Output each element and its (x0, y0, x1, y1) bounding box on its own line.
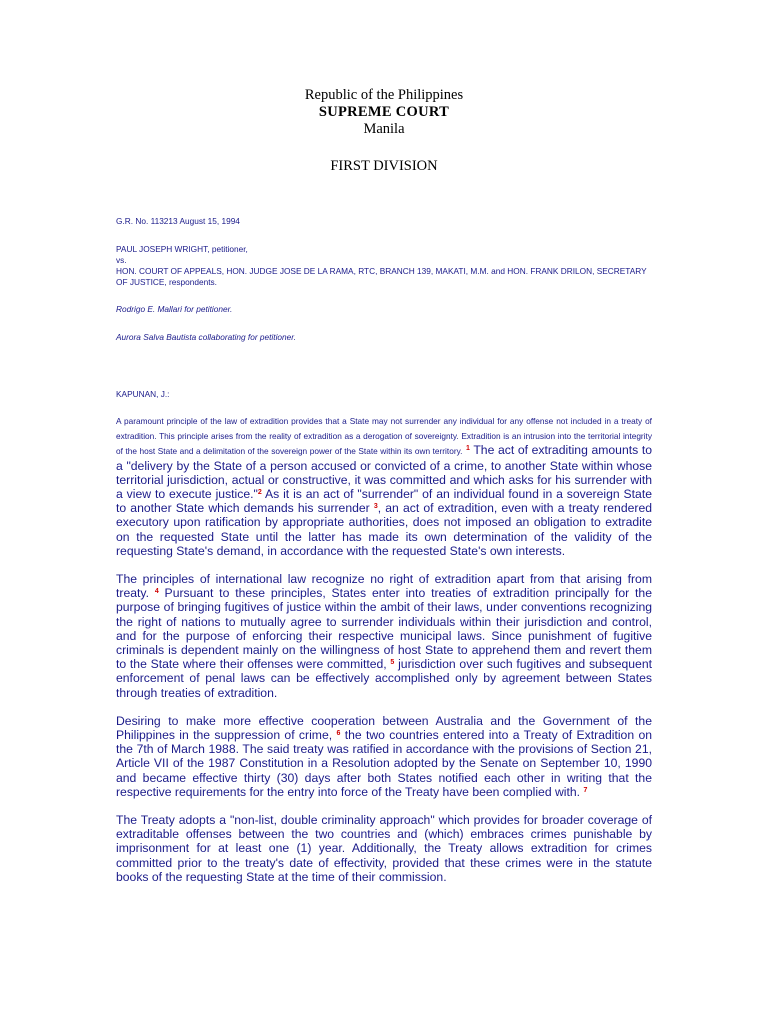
case-parties (116, 244, 652, 288)
footnote-ref-1[interactable]: 1 (466, 445, 470, 453)
footnote-ref-7[interactable]: 7 (583, 786, 588, 794)
footnote-ref-2[interactable]: 2 (257, 489, 262, 497)
vs-line: vs. (116, 255, 127, 265)
paragraph-1-lead: A paramount principle of the law of extradition provides that a State may not surrender any individual for any offense not included in a treaty of extradition. This principle arises from the reality of extradition as a derogation of sovereignty. Extradition is an intrusion into the territorial integrity of the host State and a delimitation of the sovereign power of the State within its own territory. (116, 416, 652, 457)
respondents-line: HON. COURT OF APPEALS, HON. JUDGE JOSE DE LA RAMA, RTC, BRANCH 139, MAKATI, M.M. and HON. FRANK DRILON, SECRETARY OF JUSTICE, respondents. (116, 266, 647, 287)
paragraph-1: A paramount principle of the law of extradition provides that a State may not surrender any individual for any offense not included in a treaty of extradition. This principle arises from the reality of extradition as a derogation of sovereignty. Extradition is an intrusion into the territorial integrity of the host State and a delimitation of the sovereign power of the State within its own territory. $^1$ The act of extraditing amounts to a "delivery by the State of a person accused or convicted of a crime, to another State within whose territorial jurisdiction, actual or constructive, it was committed and which asks for his surrender with a view to execute justice."$^2$ As it is an act of "surrender" of an individual found in a sovereign State to another State which demands his surrender $^3$, an act of extradition, even with a treaty rendered executory upon ratification by appropriate authorities, does not imposed an obligation to extradite on the requested State until the latter has made its own determination of the validity of the requesting State's demand, in accordance with the requested State's own interests. (116, 416, 652, 558)
footnote-ref-5[interactable]: 5 (390, 659, 395, 667)
footnote-ref-6[interactable]: 6 (336, 730, 341, 738)
paragraph-4: The Treaty adopts a "non-list, double criminality approach" which provides for broader coverage of extraditable offenses between the two countries and (which) embraces crimes punishable by imprisonment for at least one (1) year. Additionally, the Treaty allows extradition for crimes committed prior to the treaty's date of effectivity, provided that these crimes were in the statute books of the requesting State at the time of their commission. (116, 813, 652, 884)
case-number: G.R. No. 113213 August 15, 1994 (116, 216, 240, 226)
court-header (0, 87, 768, 190)
petitioner-line: PAUL JOSEPH WRIGHT, petitioner, (116, 244, 248, 254)
decision-body (116, 413, 652, 898)
footnote-ref-3[interactable]: 3 (373, 503, 378, 511)
city-line: Manila (363, 121, 405, 137)
division-title: FIRST DIVISION (330, 158, 438, 174)
counsel-line-2: Aurora Salva Bautista collaborating for petitioner. (116, 332, 297, 342)
paragraph-2: The principles of international law recognize no right of extradition apart from that arising from treaty. $^4$ Pursuant to these principles, States enter into treaties of extradition principally for the purpose of bringing fugitives of justice within the ambit of their laws, under conventions recognizing the right of nations to mutually agree to surrender individuals within their jurisdiction and control, and for the purpose of enforcing their respective municipal laws. Since punishment of fugitive criminals is dependent mainly on the willingness of host State to apprehend them and revert them to the State where their offenses were committed, $^5$ jurisdiction over such fugitives and subsequent enforcement of penal laws can be effectively accomplished only by agreement between States through treaties of extradition. (116, 572, 652, 700)
republic-line: Republic of the Philippines (304, 87, 464, 103)
counsel-line-1: Rodrigo E. Mallari for petitioner. (116, 304, 233, 314)
paragraph-3: Desiring to make more effective cooperation between Australia and the Government of the Philippines in the suppression of crime, $^6$ the two countries entered into a Treaty of Extradition on the 7th of March 1988. The said treaty was ratified in accordance with the provisions of Section 21, Article VII of the 1987 Constitution in a Resolution adopted by the Senate on September 10, 1990 and became effective thirty (30) days after both States notified each other in writing that the respective requirements for the entry into force of the Treaty have been complied with. $^7$ (116, 713, 653, 799)
ponente: KAPUNAN, J.: (116, 389, 170, 399)
footnote-ref-4[interactable]: 4 (154, 588, 159, 596)
court-name: SUPREME COURT (318, 104, 450, 120)
